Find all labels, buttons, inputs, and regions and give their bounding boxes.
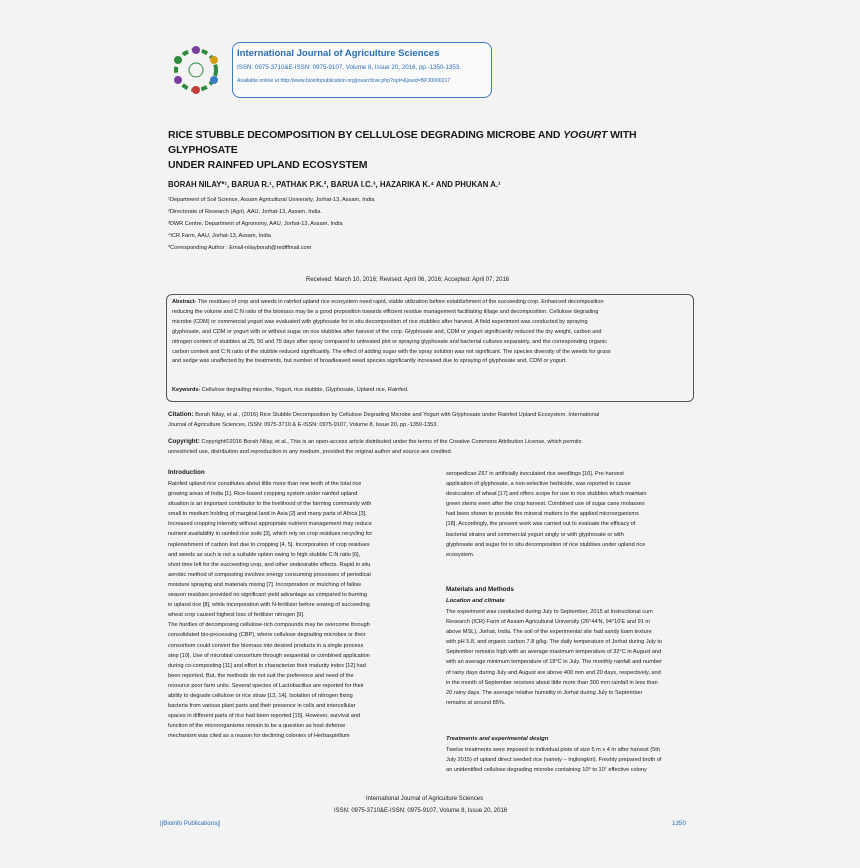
paper-title: RICE STUBBLE DECOMPOSITION BY CELLULOSE DEGRADING MICROBE AND YOGURT WITH GLYPHOSATE UNDER RAINFED UPLAND ECOSYSTEM (168, 129, 637, 171)
text-line: with an average minimum temperature of 18°C in July. The monthly rainfall and number (446, 659, 662, 666)
footer-publisher: ||Bioinfo Publications|| (160, 820, 221, 827)
left-column-text (168, 479, 424, 741)
text-line: function of the microorganisms remain to be a question as host defense (168, 723, 346, 730)
subsection-heading-treatments: Treatments and experimental design (446, 736, 549, 742)
text-line: with pH 5.8, and organic carbon 7.8 g/kg. The daily temperature of Jorhat during July to (446, 639, 663, 646)
text-line: had been shown to provide the mineral matters to the applied microorganisms (446, 511, 639, 518)
text-line: consortium could convert the biomass into desired products in a single process (168, 642, 364, 649)
text-line: season residues provided no significant yield advantage as compared to burning (168, 592, 368, 599)
text-line: green stems even after the crop harvest. Combined use of sugar cane molasses (446, 501, 645, 508)
text-line: application of glyphosate, a non-selective herbicide, was reported to cause (446, 481, 631, 488)
footer-journal: International Journal of Agriculture Sciences (366, 796, 484, 802)
section-heading-materials-methods: Materials and Methods (446, 586, 514, 593)
text-line: seropedicae Z67 in artificially inoculated rice seedlings [16]. Pre-harvest (446, 471, 624, 477)
subsection-heading-location: Location and climate (446, 598, 505, 604)
text-line: replenishment of carbon lost due to cropping [4, 5]. Incorporation of crop residues (168, 541, 370, 548)
section-heading-introduction: Introduction (168, 469, 205, 476)
citation: Citation: Borah Nilay, et al., (2016) Rice Stubble Decomposition by Cellulose Degrading Microbe and Yogurt with Glyphosate under Rainfed Upland Ecosystem. International Journal of Agriculture Sciences, ISSN: 0975-3710 & E-ISSN: 0975-9107, Volume 8, Issue 20, pp.-1350-1353. (168, 411, 600, 429)
received-dates: Received: March 10, 2016; Revised: April 06, 2016; Accepted: April 07, 2016 (306, 277, 510, 283)
location-climate-text (446, 607, 696, 708)
text-line: [18]. Accordingly, the present work was carried out to evaluate the efficacy of (446, 521, 636, 528)
text-line: of rainy days during July and August are above 400 mm and 20 days, respectively, and (446, 669, 661, 676)
text-line: bacteria from various plant parts and their presence in cells and intercellular (168, 703, 356, 710)
text-line: The hurdles of decomposing cellulose-rich compounds may be overcome through (168, 622, 370, 629)
footer-issn: ISSN: 0975-3710&E-ISSN: 0975-9107, Volume 8, Issue 20, 2016 (334, 808, 508, 814)
journal-title: International Journal of Agriculture Sciences (237, 48, 440, 59)
abstract: Abstract- The residues of crop and weeds in rainfed upland rice ecosystem need rapid, viable utilization before establishment of the succeeding crop. Enhanced decomposition reducing the volume and C:N ratio of the biomass may be a good proposition towards efficient residue management facilitating tillage and decomposition. Cellulose degrading microbe (CDM) or commercial yogurt was evaluated with glyphosate for in situ decomposition of rice stubbles after harvest. A field experiment was conducted by spraying glyphosate, and CDM or yogurt with or without sugar on rice stubbles after harvest of the crop. Glyphosate and, CDM or yogurt significantly reduced the dry weight, carbon and nitrogen content of stubbles at 25, 50 and 75 days after spray compared to untreated plot or spraying glyphosate and bacterial cultures separately, and the corresponding organic carbon content and C:N ratio of the stubble reduced significantly. The effect of adding sugar with the spray solution was not significant. The species diversity of the weeds for grass and sedge was unaffected by the treatments, but number of broadleaved weed species significantly increased due to spraying of glyphosate and, CDM or yogurt. (172, 299, 611, 365)
keywords: Keywords- Cellulose degrading microbe, Yogurt, rice stubble, Glyphosate, Upland rice, Rainfed. (172, 387, 409, 393)
right-column-text (446, 469, 696, 560)
text-line: growing areas of India [1]. Rice-based cropping system under rainfed upland (168, 491, 358, 498)
paper-authors: BORAH NILAY*¹, BARUA R.¹, PATHAK P.K.², BARUA I.C.³, HAZARIKA K.⁴ AND PHUKAN A.¹ (168, 180, 501, 189)
text-line: Increased cropping intensity without appropriate nutrient management may reduce (168, 521, 372, 528)
text-line: consolidated bio-processing (CBP), where cellulose degrading microbes or their (168, 632, 366, 639)
text-line: and weeds as such is not a suitable option owing to high stubble C:N ratio [6], (168, 551, 361, 558)
text-line: glyphosate and sugar for in situ decomposition of rice stubbles under upland rice (446, 541, 646, 548)
text-line: during co-composting [11] and effort to characterize their maturity index [12] had (168, 662, 366, 669)
text-line: ecosystem. (446, 551, 475, 558)
text-line: bacterial strains and commercial yogurt singly or with glyphosate or with (446, 531, 624, 538)
text-line: spaces in different parts of rice had been reported [15]. However, survival and (168, 713, 361, 720)
page-number: 1350 (672, 820, 686, 827)
text-line: remains at around 85%. (446, 699, 506, 706)
text-line: Twelve treatments were imposed to individual plots of size 5 m x 4 m after harvest (5th (446, 747, 660, 753)
text-line: ability to degrade cellulose or rice straw [13, 14]. Isolation of nitrogen fixing (168, 692, 353, 699)
text-line: been reported. But, the methods do not suit the preference and need of the (168, 672, 354, 679)
text-line: short time left for the succeeding crop, and other undesirable effects. Rapid in situ (168, 561, 371, 568)
text-line: 20 rainy days. The average relative humidity in Jorhat during July to September (446, 689, 643, 696)
text-line: Research (ICR) Farm of Assam Agricultural University (26°44'N, 94°10'E and 91 m (446, 619, 651, 626)
corresponding-author: *Corresponding Author : Email-nilayborah@rediffmail.com (168, 245, 312, 251)
journal-logo (168, 42, 224, 98)
text-line: situation is an important contributor to the livelihood of the farming community with (168, 501, 372, 508)
text-line: in the month of September receives about little more than 300 mm rainfall in less than (446, 679, 658, 686)
journal-url-link[interactable]: Available online at http://www.bioinfopublication.org/jouarchive.php?opt=&jouid=BPJ0000217 (237, 78, 451, 84)
affiliation: ²Directorate of Research (Agri), AAU, Jorhat-13, Assam, India. (168, 209, 322, 215)
text-line: nutrient availability in rainfed rice soils [3], which rely on crop residues recycling for (168, 531, 373, 538)
text-line: above MSL), Jorhat, India. The soil of the experimental site had sandy loam texture (446, 629, 652, 636)
text-line: aerobic method of composting involves energy consuming processes of periodical (168, 571, 371, 578)
text-line: The experiment was conducted during July to September, 2015 at Instructional cum (446, 609, 653, 615)
text-line: wheat crop caused highest loss of fertilizer nitrogen [9]. (168, 612, 305, 619)
text-line: desiccation of wheat [17] and offers scope for use in rice stubbles which maintain (446, 491, 647, 498)
text-line: small to medium holding of marginal land in Asia [2] and many parts of Africa [3]. (168, 511, 367, 518)
text-line: an unidentified cellulose degrading microbe containing 10⁸ to 10⁷ effective colony (446, 767, 647, 774)
journal-issn: ISSN: 0975-3710&E-ISSN: 0975-9107, Volume 8, Issue 20, 2016, pp.-1350-1353. (237, 64, 461, 71)
text-line: July 2015) of upland direct seeded rice (variety – Inglongkiri). Freshly prepared broth of (446, 757, 662, 764)
text-line: step [10]. Use of microbial consortium through sequential or combined application (168, 652, 370, 659)
affiliation: ⁴ICR Farm, AAU, Jorhat-13, Assam, India (168, 233, 271, 239)
text-line: in upland rice [8], while incorporation with N-fertilizer before sowing of succeeding (168, 602, 370, 609)
text-line: resource poor farm units. Several species of Lactobacillus are reported for their (168, 682, 364, 689)
text-line: September remains high with an average maximum temperature of 32°C in August and (446, 649, 662, 656)
copyright: Copyright: Copyright©2016 Borah Nilay, et al., This is an open-access article distributed under the terms of the Creative Commons Attribution License, which permits unrestricted use, distribution and reproduction in any medium, provided the original author and source are credited. (168, 438, 582, 456)
text-line: moisture spraying and materials mixing [7]. Incorporation or mulching of fallow (168, 581, 362, 588)
text-line: mechanism was cited as a reason for declining colonies of Herbaspirillum (168, 733, 350, 740)
affiliation: ¹Department of Soil Science, Assam Agricultural University, Jorhat-13, Assam, India (168, 197, 375, 203)
treatments-text (446, 745, 696, 775)
text-line: Rainfed upland rice constitutes about little more than one tenth of the total rice (168, 481, 362, 487)
affiliation: ³DWR Centre, Department of Agronomy, AAU, Jorhat-13, Assam, India (168, 221, 343, 227)
